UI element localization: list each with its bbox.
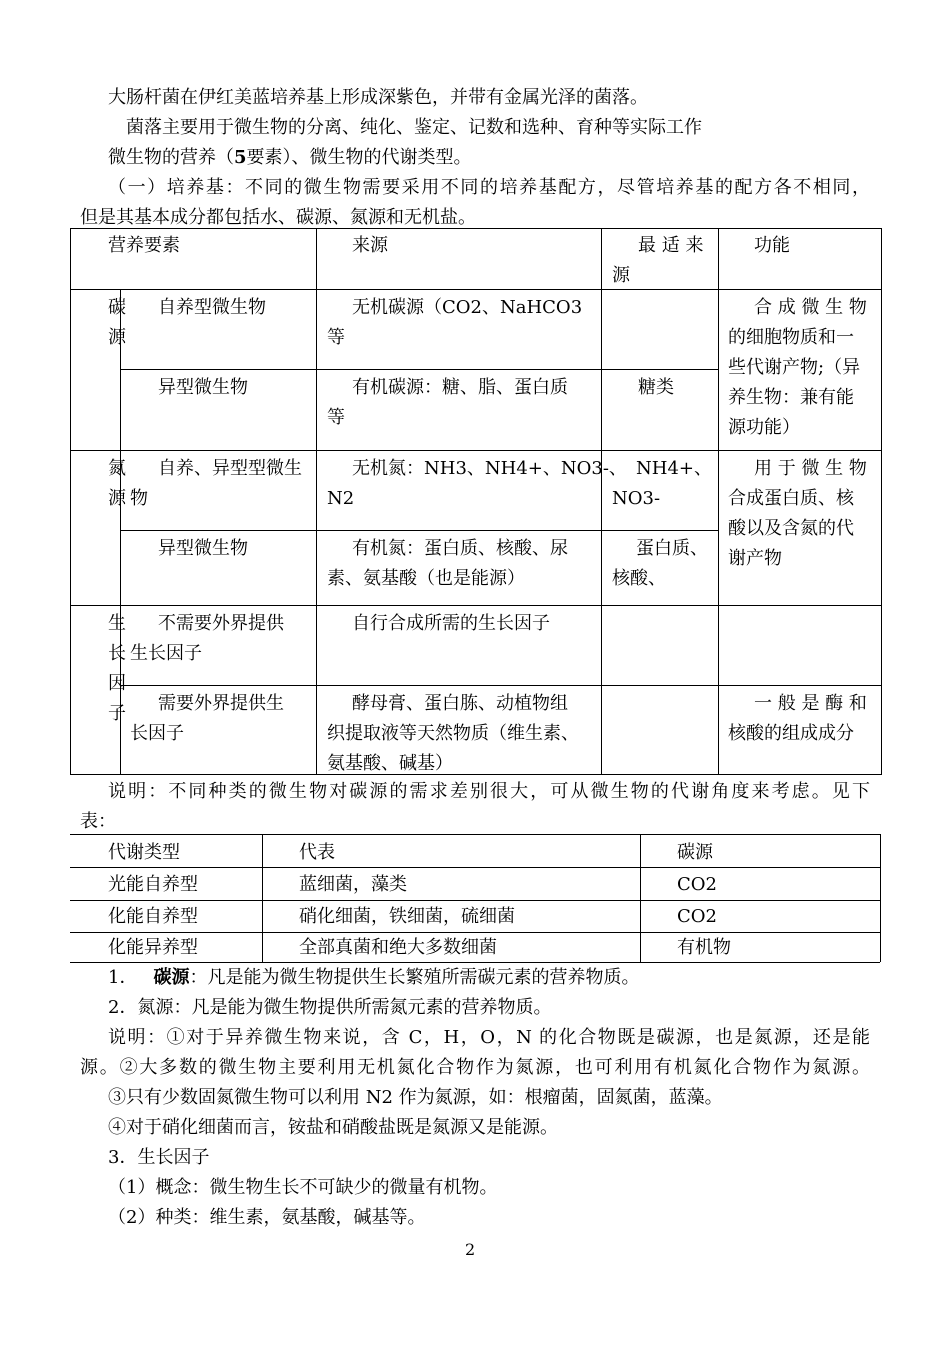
intro-line-3-bold: 5	[234, 147, 247, 168]
growth-no-need-type-1: 不需要外界提供	[158, 613, 284, 634]
table-rule	[70, 289, 882, 290]
intro-line-3-a: 微生物的营养（	[108, 147, 234, 168]
intro-line-5: 但是其基本成分都包括水、碳源、氮源和无机盐。	[80, 207, 476, 228]
body-note-line-1: 说明：①对于异养微生物来说，含 C，H，O，N 的化合物既是碳源，也是氮源，还是能	[108, 1027, 870, 1048]
table-rule	[640, 834, 641, 962]
growth-label-2: 长	[108, 643, 126, 664]
header-best-1: 最 适 来	[638, 235, 704, 256]
body-item-3: 3．生长因子	[108, 1147, 210, 1168]
header-function: 功能	[754, 235, 790, 256]
nitrogen-hetero-best-2: 核酸、	[612, 568, 666, 589]
growth-need-source-1: 酵母膏、蛋白胨、动植物组	[352, 693, 568, 714]
nitrogen-function-3: 酸以及含氮的代	[728, 518, 854, 539]
note1-line-2: 表：	[80, 811, 116, 832]
carbon-auto-source-2: 等	[327, 327, 345, 348]
table-rule	[70, 774, 882, 775]
table-rule	[70, 450, 882, 451]
metab-row-3-carbon: 有机物	[677, 937, 731, 958]
growth-label-4: 子	[108, 703, 126, 724]
carbon-function-3: 些代谢产物;（异	[728, 357, 861, 378]
table-rule	[262, 834, 263, 962]
nitrogen-hetero-type: 异型微生物	[158, 538, 248, 559]
table-rule	[70, 900, 880, 901]
table-rule	[718, 228, 719, 774]
intro-line-2: 菌落主要用于微生物的分离、纯化、鉴定、记数和选种、育种等实际工作	[126, 117, 702, 138]
metab-row-2-rep: 硝化细菌，铁细菌，硫细菌	[299, 906, 515, 927]
note1-line-1: 说明：不同种类的微生物对碳源的需求差别很大，可从微生物的代谢角度来考虑。见下	[108, 781, 870, 802]
header-factor: 营养要素	[108, 235, 180, 256]
table-rule	[70, 834, 880, 835]
metab-row-3-type: 化能异养型	[108, 937, 198, 958]
metab-row-1-type: 光能自养型	[108, 874, 198, 895]
growth-need-type-2: 长因子	[130, 723, 184, 744]
body-item-2: 2．氮源：凡是能为微生物提供所需氮元素的营养物质。	[108, 997, 552, 1018]
nitrogen-function-2: 合成蛋白质、核	[728, 488, 854, 509]
item-1-term: 碳源	[153, 967, 190, 988]
growth-function-1: 一 般 是 酶 和	[754, 693, 867, 714]
table-rule	[880, 834, 881, 962]
metab-row-1-carbon: CO2	[677, 874, 717, 895]
nitrogen-auto-type-1: 自养、异型型微生	[158, 458, 302, 479]
table-rule	[120, 685, 882, 686]
page-number: 2	[465, 1240, 476, 1259]
intro-line-4: （一）培养基：不同的微生物需要采用不同的培养基配方，尽管培养基的配方各不相同，	[108, 177, 870, 198]
intro-line-1: 大肠杆菌在伊红美蓝培养基上形成深紫色，并带有金属光泽的菌落。	[108, 87, 648, 108]
metab-header-rep: 代表	[299, 842, 335, 863]
carbon-hetero-type: 异型微生物	[158, 377, 248, 398]
carbon-function-1: 合 成 微 生 物	[754, 297, 867, 318]
header-best-2: 源	[612, 265, 630, 286]
table-rule	[70, 228, 882, 229]
growth-no-need-type-2: 生长因子	[130, 643, 202, 664]
nitrogen-auto-source-2: N2	[327, 488, 355, 509]
table-rule	[881, 228, 882, 774]
nitrogen-function-4: 谢产物	[728, 548, 782, 569]
body-item-3-1: （1）概念：微生物生长不可缺少的微量有机物。	[108, 1177, 498, 1198]
carbon-function-5: 源功能）	[728, 417, 800, 438]
table-rule	[70, 867, 880, 868]
metab-header-carbon: 碳源	[677, 842, 713, 863]
item-1-text: ：凡是能为微生物提供生长繁殖所需碳元素的营养物质。	[189, 967, 640, 988]
header-source: 来源	[352, 235, 388, 256]
body-item-1	[108, 966, 639, 990]
body-item-3-2: （2）种类：维生素，氨基酸，碱基等。	[108, 1207, 426, 1228]
metab-row-3-rep: 全部真菌和绝大多数细菌	[299, 937, 497, 958]
nitrogen-auto-best-1: NH4+、	[636, 458, 712, 479]
metab-row-1-rep: 蓝细菌，藻类	[299, 874, 407, 895]
carbon-function-2: 的细胞物质和一	[728, 327, 854, 348]
carbon-label-2: 源	[108, 327, 126, 348]
growth-label-3: 因	[108, 673, 126, 694]
table-rule	[70, 228, 71, 774]
growth-label-1: 生	[108, 613, 126, 634]
carbon-hetero-source-1: 有机碳源：糖、脂、蛋白质	[352, 377, 568, 398]
growth-need-type-1: 需要外界提供生	[158, 693, 284, 714]
growth-need-source-3: 氨基酸、碱基）	[327, 753, 453, 774]
item-1-number: 1．	[108, 967, 138, 988]
nitrogen-auto-best-2: NO3-	[612, 488, 661, 509]
nitrogen-auto-source-1: 无机氮：NH3、NH4+、NO3-、	[352, 458, 627, 479]
growth-function-2: 核酸的组成成分	[728, 723, 854, 744]
carbon-hetero-best: 糖类	[638, 377, 674, 398]
growth-no-need-source: 自行合成所需的生长因子	[352, 613, 550, 634]
body-note-line-4: ④对于硝化细菌而言，铵盐和硝酸盐既是氮源又是能源。	[108, 1117, 558, 1138]
body-note-line-3: ③只有少数固氮微生物可以利用 N2 作为氮源，如：根瘤菌，固氮菌，蓝藻。	[108, 1087, 723, 1108]
nitrogen-hetero-source-1: 有机氮：蛋白质、核酸、尿	[352, 538, 568, 559]
nitrogen-hetero-source-2: 素、氨基酸（也是能源）	[327, 568, 525, 589]
nitrogen-function-1: 用 于 微 生 物	[754, 458, 867, 479]
table-rule	[120, 530, 718, 531]
carbon-function-4: 养生物：兼有能	[728, 387, 854, 408]
body-note-line-2: 源。②大多数的微生物主要利用无机氮化合物作为氮源，也可利用有机氮化合物作为氮源。	[80, 1057, 870, 1078]
table-rule	[120, 369, 718, 370]
table-rule	[601, 228, 602, 774]
nitrogen-auto-type-2: 物	[130, 488, 148, 509]
nitrogen-label-1: 氮	[108, 458, 126, 479]
carbon-auto-type: 自养型微生物	[158, 297, 266, 318]
metab-header-type: 代谢类型	[108, 842, 180, 863]
carbon-label-1: 碳	[108, 297, 126, 318]
nitrogen-hetero-best-1: 蛋白质、	[636, 538, 708, 559]
carbon-hetero-source-2: 等	[327, 407, 345, 428]
table-rule	[316, 228, 317, 774]
metab-row-2-carbon: CO2	[677, 906, 717, 927]
table-rule	[70, 605, 882, 606]
intro-line-3	[108, 146, 472, 170]
carbon-auto-source-1: 无机碳源（CO2、NaHCO3	[352, 297, 583, 318]
growth-need-source-2: 织提取液等天然物质（维生素、	[327, 723, 579, 744]
metab-row-2-type: 化能自养型	[108, 906, 198, 927]
intro-line-3-b: 要素）、微生物的代谢类型。	[246, 147, 472, 168]
nitrogen-label-2: 源	[108, 488, 126, 509]
